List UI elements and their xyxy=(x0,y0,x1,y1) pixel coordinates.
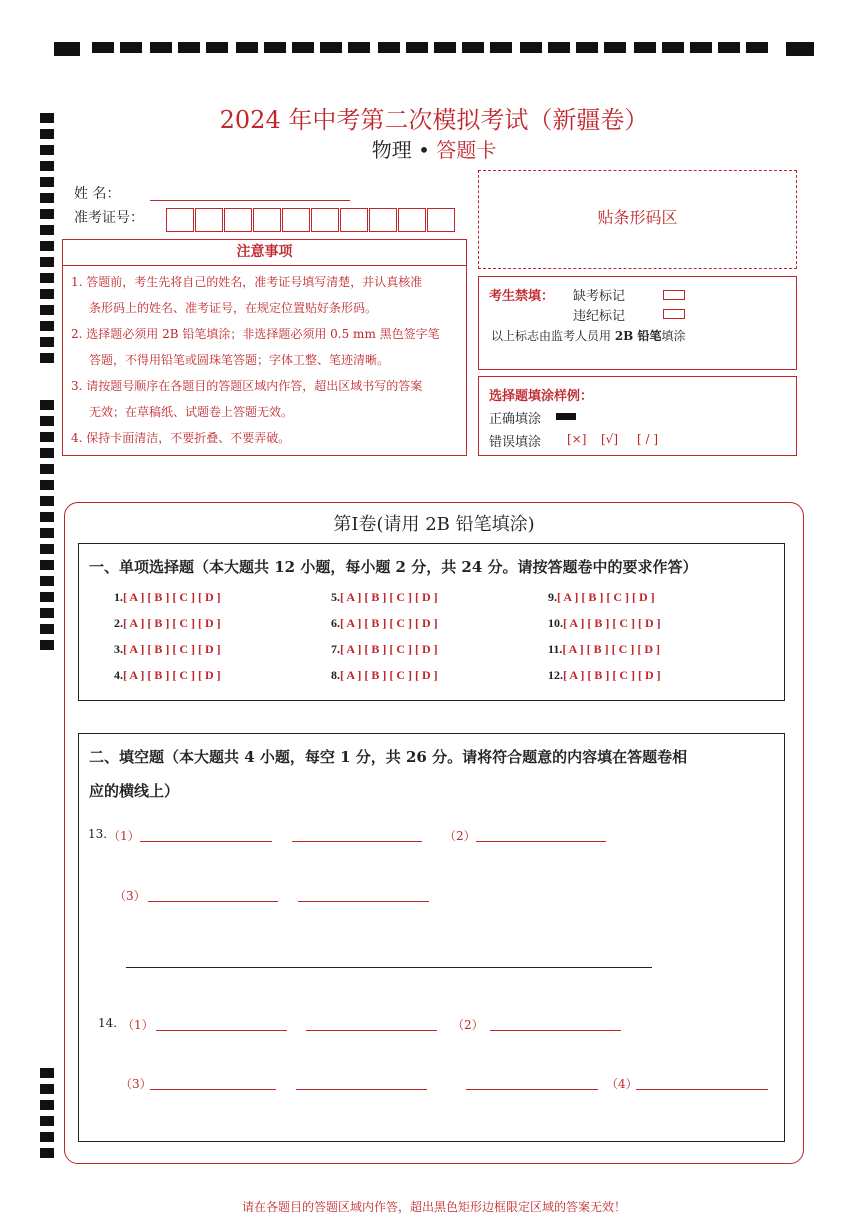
q14-blank3c-line[interactable] xyxy=(466,1089,598,1090)
separator-dot: • xyxy=(418,138,430,162)
wrong-mark-slash: [ / ] xyxy=(637,432,659,446)
fill-sample-panel xyxy=(478,376,797,456)
q14-blank1-line[interactable] xyxy=(156,1030,287,1031)
choice-q5[interactable]: 5.[ A ] [ B ] [ C ] [ D ] xyxy=(331,590,438,604)
q14-blank3-label: （3） xyxy=(120,1077,152,1091)
choice-q7[interactable]: 7.[ A ] [ B ] [ C ] [ D ] xyxy=(331,642,438,656)
note-line: 无效；在草稿纸、试题卷上答题无效。 xyxy=(89,405,294,419)
card-subtitle xyxy=(0,134,868,163)
q14-blank1-label: （1） xyxy=(122,1018,154,1032)
q14-number: 14. xyxy=(98,1016,118,1030)
wrong-mark-cross: [×] xyxy=(567,432,587,446)
correct-fill-sample xyxy=(556,413,576,420)
q13-blank3-line[interactable] xyxy=(148,901,278,902)
blank-section-title-2: 应的横线上） xyxy=(89,782,180,800)
note-line: 3. 请按题号顺序在各题目的答题区域内作答，超出区域书写的答案 xyxy=(71,379,423,393)
choice-q2[interactable]: 2.[ A ] [ B ] [ C ] [ D ] xyxy=(114,616,221,630)
q14-blank3-line[interactable] xyxy=(150,1089,276,1090)
q14-blank2-label: （2） xyxy=(452,1018,484,1032)
choice-q9[interactable]: 9.[ A ] [ B ] [ C ] [ D ] xyxy=(548,590,655,604)
q14-blank4-line[interactable] xyxy=(636,1089,768,1090)
barcode-label: 贴条形码区 xyxy=(597,208,678,227)
name-field[interactable] xyxy=(150,200,350,201)
choice-q4[interactable]: 4.[ A ] [ B ] [ C ] [ D ] xyxy=(114,668,221,682)
note-line: 条形码上的姓名、准考证号，在规定位置贴好条形码。 xyxy=(89,301,378,315)
choice-q1[interactable]: 1.[ A ] [ B ] [ C ] [ D ] xyxy=(114,590,221,604)
id-label: 准考证号： xyxy=(74,210,144,226)
exam-title: 2024 年中考第二次模拟考试（新疆卷） xyxy=(219,106,649,134)
q13-blank3b-line[interactable] xyxy=(298,901,429,902)
forbidden-note-post: 填涂 xyxy=(661,329,686,343)
wrong-mark-check: [√] xyxy=(601,432,619,446)
q13-blank1-line[interactable] xyxy=(140,841,272,842)
choice-q6[interactable]: 6.[ A ] [ B ] [ C ] [ D ] xyxy=(331,616,438,630)
choice-q11[interactable]: 11.[ A ] [ B ] [ C ] [ D ] xyxy=(548,642,660,656)
footer-warning: 请在各题目的答题区域内作答，超出黑色矩形边框限定区域的答案无效！ xyxy=(241,1200,626,1214)
q13-blank3-label: （3） xyxy=(114,889,146,903)
blank-section xyxy=(78,733,785,1142)
notes-panel xyxy=(62,239,467,456)
forbidden-panel xyxy=(478,276,797,370)
note-line: 4. 保持卡面清洁，不要折叠、不要弄破。 xyxy=(71,431,291,445)
choice-q12[interactable]: 12.[ A ] [ B ] [ C ] [ D ] xyxy=(548,668,661,682)
note-line: 1. 答题前，考生先将自己的姓名，准考证号填写清楚，并认真核准 xyxy=(71,275,423,289)
violation-label: 违纪标记 xyxy=(573,309,626,324)
wrong-label: 错误填涂 xyxy=(489,435,542,450)
note-line: 答题，不得用铅笔或圆珠笔答题；字体工整、笔迹清晰。 xyxy=(89,353,390,367)
absent-label: 缺考标记 xyxy=(573,289,626,304)
choice-q8[interactable]: 8.[ A ] [ B ] [ C ] [ D ] xyxy=(331,668,438,682)
name-label: 姓 名： xyxy=(74,186,121,202)
q13-number: 13. xyxy=(88,827,108,841)
q14-blank1b-line[interactable] xyxy=(306,1030,437,1031)
forbidden-note-bold: 2B 铅笔 xyxy=(614,329,662,343)
q13-blank1b-line[interactable] xyxy=(292,841,422,842)
absent-mark-box[interactable] xyxy=(663,290,685,300)
q13-long-line[interactable] xyxy=(126,967,652,968)
section1-title: 第Ⅰ卷(请用 2B 铅笔填涂) xyxy=(333,514,535,535)
choice-q3[interactable]: 3.[ A ] [ B ] [ C ] [ D ] xyxy=(114,642,221,656)
choice-q10[interactable]: 10.[ A ] [ B ] [ C ] [ D ] xyxy=(548,616,661,630)
violation-mark-box[interactable] xyxy=(663,309,685,319)
q14-blank4-label: （4） xyxy=(606,1077,638,1091)
sample-title: 选择题填涂样例： xyxy=(489,389,594,404)
forbidden-note-pre: 以上标志由监考人员用 xyxy=(491,329,615,343)
q13-blank2-label: （2） xyxy=(444,829,476,843)
q14-blank3b-line[interactable] xyxy=(296,1089,427,1090)
forbidden-note xyxy=(491,327,686,344)
q13-blank2-line[interactable] xyxy=(476,841,606,842)
choice-section-title: 一、单项选择题（本大题共 12 小题，每小题 2 分，共 24 分。请按答题卷中的要求作答） xyxy=(89,558,698,576)
correct-label: 正确填涂 xyxy=(489,412,542,427)
card-label: 答题卡 xyxy=(436,138,497,162)
subject-label: 物理 xyxy=(371,138,412,162)
barcode-area xyxy=(478,170,797,269)
notes-title: 注意事项 xyxy=(63,240,466,266)
forbidden-title: 考生禁填： xyxy=(489,289,555,304)
note-line: 2. 选择题必须用 2B 铅笔填涂；非选择题必须用 0.5 mm 黑色签字笔 xyxy=(71,327,440,341)
q14-blank2-line[interactable] xyxy=(490,1030,621,1031)
q13-blank1-label: （1） xyxy=(108,829,140,843)
blank-section-title-1: 二、填空题（本大题共 4 小题，每空 1 分，共 26 分。请将符合题意的内容填在答题卷相 xyxy=(89,748,688,766)
